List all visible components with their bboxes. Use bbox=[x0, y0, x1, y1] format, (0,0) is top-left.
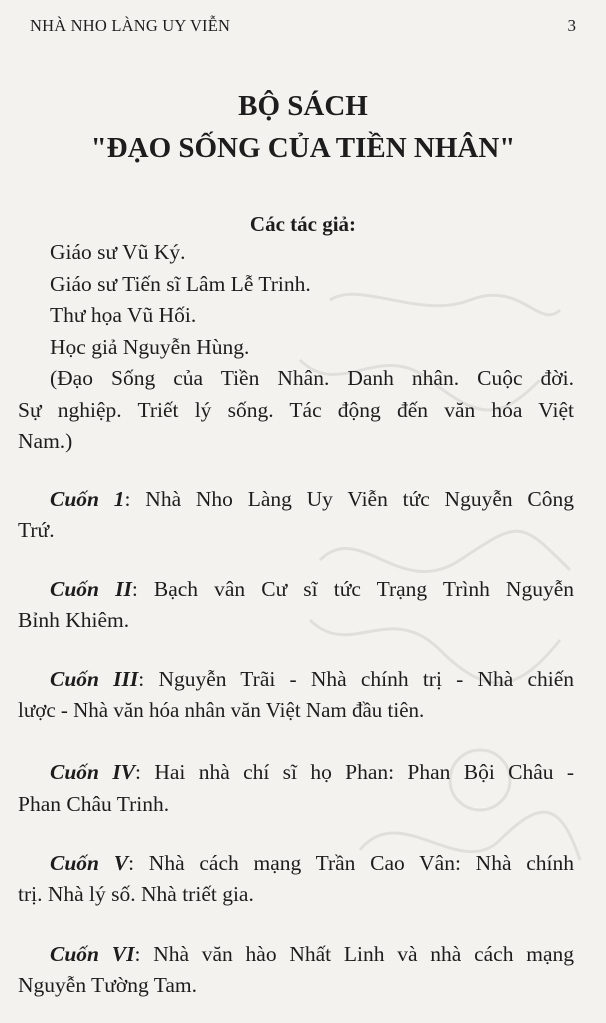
author-line: Giáo sư Tiến sĩ Lâm Lễ Trinh. bbox=[50, 272, 311, 296]
running-header: NHÀ NHO LÀNG UY VIỄN bbox=[30, 16, 231, 35]
volume-entry-line: Phan Châu Trinh. bbox=[18, 792, 170, 816]
volume-entry-line bbox=[50, 942, 574, 967]
series-note-line: (Đạo Sống của Tiền Nhân. Danh nhân. Cuộc đời. bbox=[50, 366, 574, 390]
volume-entry-line: trị. Nhà lý số. Nhà triết gia. bbox=[18, 882, 254, 906]
author-line: Học giả Nguyễn Hùng. bbox=[50, 335, 250, 359]
author-line: Thư họa Vũ Hối. bbox=[50, 303, 197, 327]
volume-label: Cuốn III bbox=[50, 667, 139, 691]
volume-label: Cuốn 1 bbox=[50, 487, 125, 511]
book-series-subtitle: "ĐẠO SỐNG CỦA TIỀN NHÂN" bbox=[90, 132, 516, 164]
volume-entry-line bbox=[50, 851, 574, 876]
volume-entry-line: Nguyễn Tường Tam. bbox=[18, 973, 197, 997]
authors-heading: Các tác giả: bbox=[249, 212, 357, 236]
volume-entry-line bbox=[50, 667, 574, 692]
author-line: Giáo sư Vũ Ký. bbox=[50, 240, 186, 264]
volume-label: Cuốn V bbox=[50, 851, 129, 875]
volume-entry-line: Trứ. bbox=[18, 518, 55, 542]
volume-entry-line bbox=[50, 487, 574, 512]
book-series-title: BỘ SÁCH bbox=[238, 90, 368, 122]
volume-label: Cuốn IV bbox=[50, 760, 136, 784]
volume-label: Cuốn II bbox=[50, 577, 132, 601]
volume-title: : Nhà văn hào Nhất Linh và nhà cách mạng bbox=[134, 942, 574, 966]
volume-title: : Hai nhà chí sĩ họ Phan: Phan Bội Châu - bbox=[135, 760, 575, 784]
volume-title: : Nhà Nho Làng Uy Viễn tức Nguyễn Công bbox=[124, 487, 574, 511]
volume-entry-line bbox=[50, 760, 574, 785]
volume-entry-line bbox=[50, 577, 574, 602]
volume-entry-line: Bỉnh Khiêm. bbox=[18, 608, 130, 632]
volume-label: Cuốn VI bbox=[50, 942, 135, 966]
volume-title: : Bạch vân Cư sĩ tức Trạng Trình Nguyễn bbox=[131, 577, 575, 601]
page-number: 3 bbox=[567, 16, 576, 35]
volume-entry-line: lược - Nhà văn hóa nhân văn Việt Nam đầu tiên. bbox=[18, 698, 425, 722]
series-note-line: Nam.) bbox=[18, 429, 73, 453]
volume-title: : Nguyễn Trãi - Nhà chính trị - Nhà chiến bbox=[138, 667, 574, 691]
series-note-line: Sự nghiệp. Triết lý sống. Tác động đến văn hóa Việt bbox=[18, 398, 574, 422]
volume-title: : Nhà cách mạng Trần Cao Vân: Nhà chính bbox=[128, 851, 574, 875]
